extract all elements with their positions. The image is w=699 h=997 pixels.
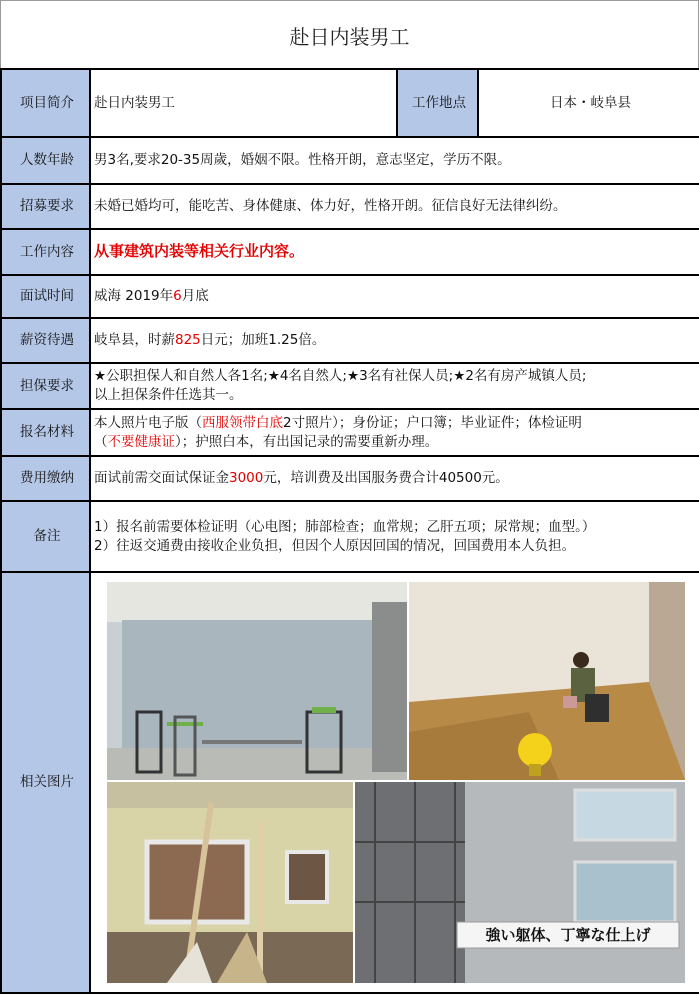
salary-wage: 825 [175, 332, 201, 348]
photo-building-scaffold [355, 782, 685, 983]
value-guarantee [90, 363, 699, 409]
label-location: 工作地点 [397, 69, 478, 137]
interview-suffix: 月底 [181, 288, 209, 304]
label-fees: 费用缴纳 [1, 456, 90, 501]
fees-prefix: 面试前需交面试保证金 [94, 470, 229, 486]
value-fees [90, 456, 699, 501]
notes-line-2: 2）往返交通费由接收企业负担，但因个人原因回国的情况，回国费用本人负担。 [94, 537, 576, 554]
materials-red-1: 西服领带白底 [202, 414, 283, 431]
row-fees [1, 456, 699, 501]
label-materials: 报名材料 [1, 409, 90, 456]
label-salary: 薪资待遇 [1, 318, 90, 363]
row-salary [1, 318, 699, 363]
label-recruit: 招募要求 [1, 184, 90, 229]
interview-month: 6 [173, 288, 182, 304]
value-interview [90, 275, 699, 318]
notes-line-1: 1）报名前需要体检证明（心电图；肺部检查；血常规；乙肝五项；尿常规；血型。） [94, 518, 596, 535]
value-salary [90, 318, 699, 363]
label-photos: 相关图片 [1, 572, 90, 993]
photos-cell [90, 572, 699, 993]
label-people: 人数年龄 [1, 137, 90, 184]
photo-worker-floor [409, 582, 685, 780]
materials-part-2: 2寸照片）；身份证；户口簿；毕业证件；体检证明 [283, 414, 582, 431]
info-table [0, 68, 699, 994]
value-work: 从事建筑内装等相关行业内容。 [94, 242, 305, 260]
guarantee-line-1: ★公职担保人和自然人各1名;★4名自然人;★3名有社保人员;★2名有房产城镇人员; [94, 368, 587, 384]
label-interview: 面试时间 [1, 275, 90, 318]
row-photos [1, 572, 699, 993]
row-notes [1, 501, 699, 572]
label-guarantee: 担保要求 [1, 363, 90, 409]
value-notes [90, 501, 699, 572]
value-project: 赴日内装男工 [90, 69, 397, 137]
value-location: 日本・岐阜县 [478, 69, 699, 137]
materials-part-4: ）；护照白本，有出国记录的需要重新办理。 [175, 433, 439, 450]
materials-part-1: 本人照片电子版（ [94, 414, 202, 431]
row-recruit [1, 184, 699, 229]
value-recruit: 未婚已婚均可，能吃苦、身体健康、体力好，性格开朗。征信良好无法律纠纷。 [90, 184, 699, 229]
interview-prefix: 威海 2019年 [94, 288, 174, 304]
row-people [1, 137, 699, 184]
banner-text: 強い躯体、丁寧な仕上げ [485, 926, 651, 944]
materials-red-2: 不要健康证 [107, 433, 175, 450]
page-title: 赴日内装男工 [0, 0, 699, 69]
fees-deposit: 3000 [229, 470, 264, 486]
label-work: 工作内容 [1, 229, 90, 275]
photo-grid [91, 573, 699, 983]
photo-room-ladders [107, 582, 407, 780]
value-materials [90, 409, 699, 456]
row-guarantee [1, 363, 699, 409]
row-interview [1, 275, 699, 318]
materials-part-3: （ [94, 433, 108, 450]
value-people: 男3名,要求20-35周歲，婚姻不限。性格开朗，意志坚定，学历不限。 [90, 137, 699, 184]
fees-suffix: 元，培训费及出国服务费合计40500元。 [263, 470, 509, 486]
salary-prefix: 岐阜县，时薪 [94, 332, 175, 348]
label-notes: 备注 [1, 501, 90, 572]
salary-suffix: 日元；加班1.25倍。 [200, 332, 326, 348]
label-project: 项目简介 [1, 69, 90, 137]
row-work [1, 229, 699, 275]
row-materials [1, 409, 699, 456]
row-project [1, 69, 699, 137]
photo-interior-construction [107, 782, 353, 983]
guarantee-line-2: 以上担保条件任选其一。 [94, 387, 243, 403]
